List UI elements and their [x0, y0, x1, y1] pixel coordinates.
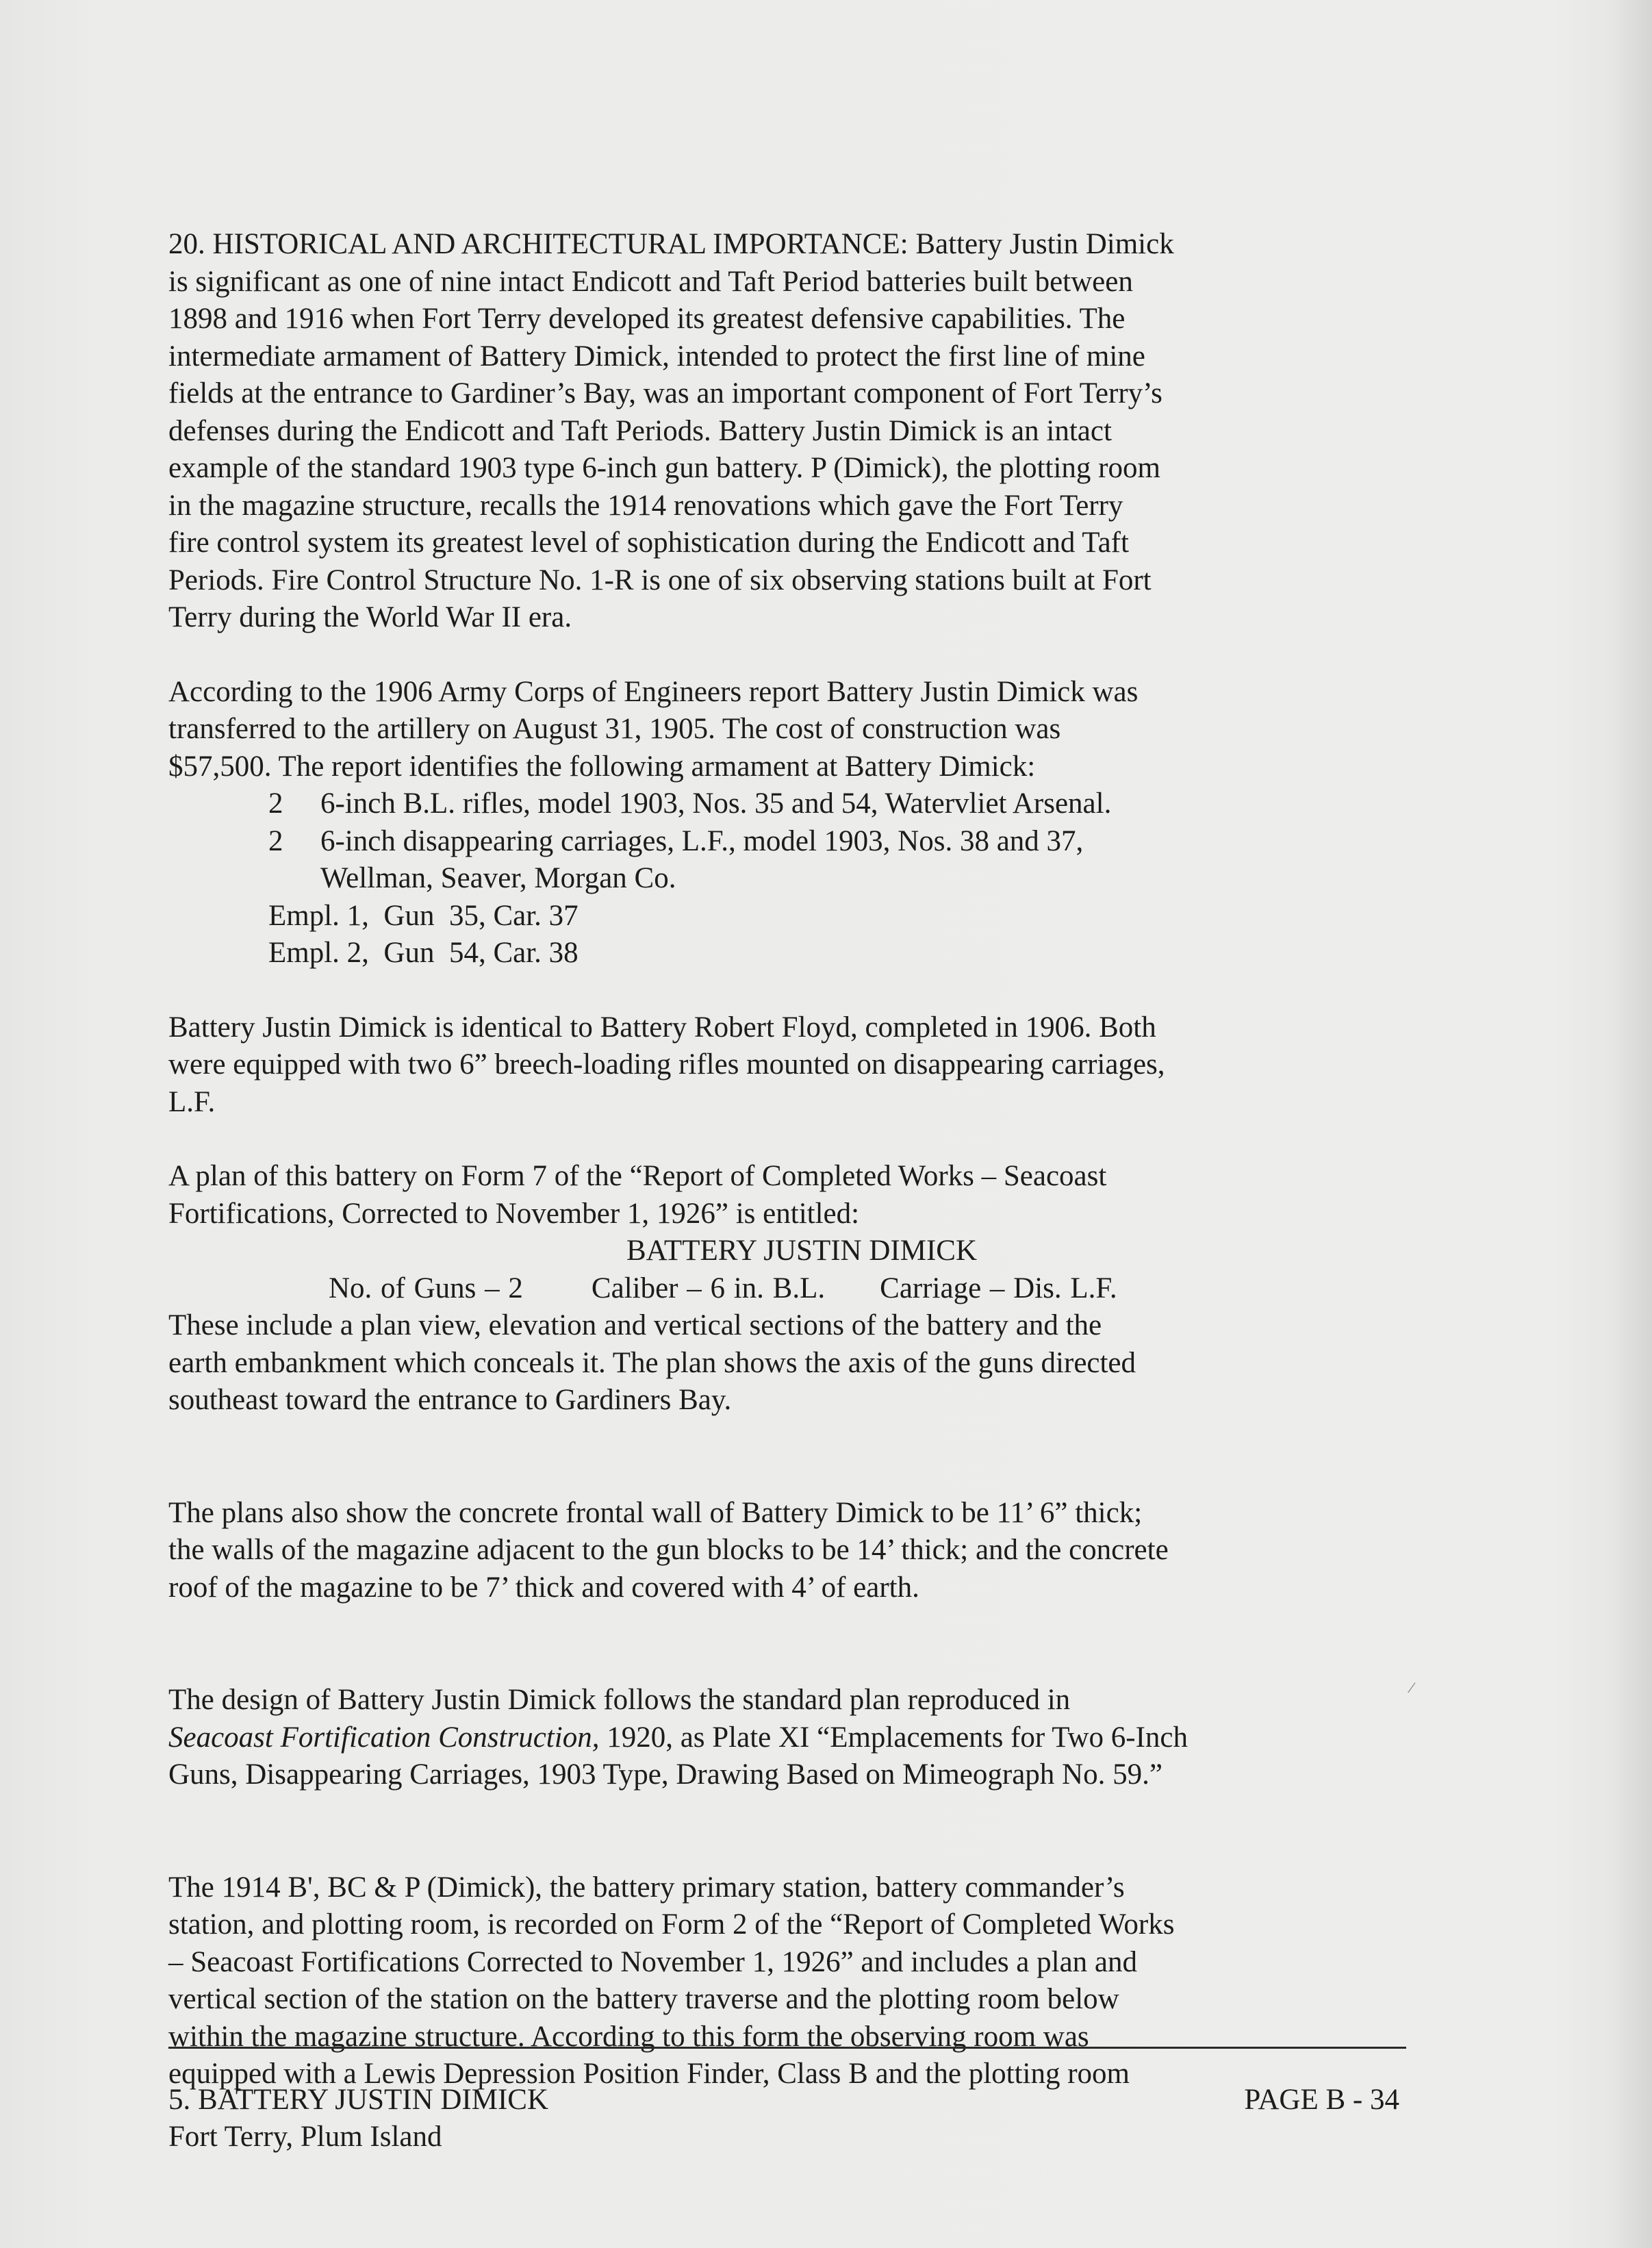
armament-item — [168, 823, 1408, 898]
spec-guns: No. of Guns – 2 — [329, 1272, 523, 1304]
plan-specs — [168, 1270, 1408, 1308]
text-line: roof of the magazine to be 7’ thick and covered with 4’ of earth. — [168, 1571, 919, 1604]
text-line: 6-inch disappearing carriages, L.F., model 1903, Nos. 38 and 37, — [320, 824, 1084, 857]
emplacement-line: Empl. 1, Gun 35, Car. 37 — [268, 899, 579, 932]
paragraph-identical — [168, 1009, 1408, 1122]
text-line: These include a plan view, elevation and vertical sections of the battery and the — [168, 1309, 1102, 1341]
text-line: Periods. Fire Control Structure No. 1-R is one of six observing stations built at Fort — [168, 564, 1152, 596]
body-text — [168, 226, 1408, 2093]
text-line: 6-inch B.L. rifles, model 1903, Nos. 35 and 54, Watervliet Arsenal. — [320, 787, 1112, 820]
text-line: According to the 1906 Army Corps of Engineers report Battery Justin Dimick was — [168, 675, 1139, 708]
text-line: within the magazine structure. According to this form the observing room was — [168, 2020, 1089, 2053]
text-line: A plan of this battery on Form 7 of the “Report of Completed Works – Seacoast — [168, 1160, 1107, 1192]
text-line: is significant as one of nine intact Endicott and Taft Period batteries built between — [168, 265, 1133, 298]
text-line: were equipped with two 6” breech-loading rifles mounted on disappearing carriages, — [168, 1048, 1165, 1081]
text-line — [168, 1719, 1408, 1757]
text-line: fire control system its greatest level of sophistication during the Endicott and Taft — [168, 527, 1129, 559]
text-line: Fortifications, Corrected to November 1, 1926” is entitled: — [168, 1197, 860, 1230]
armament-quantity: 2 — [268, 787, 283, 820]
text-line: transferred to the artillery on August 31, 1905. The cost of construction was — [168, 713, 1061, 745]
section-historical-importance — [168, 226, 1408, 637]
text-line: Wellman, Seaver, Morgan Co. — [320, 862, 676, 894]
text-line: defenses during the Endicott and Taft Periods. Battery Justin Dimick is an intact — [168, 414, 1112, 447]
armament-item — [168, 785, 1408, 823]
text-line: earth embankment which conceals it. The plan shows the axis of the guns directed — [168, 1346, 1136, 1379]
text-line: L.F. — [168, 1085, 216, 1118]
footer-title: 5. BATTERY JUSTIN DIMICK — [168, 2084, 549, 2116]
paragraph-plan — [168, 1158, 1408, 1419]
paragraph-walls — [168, 1495, 1408, 1607]
text-line: vertical section of the station on the battery traverse and the plotting room below — [168, 1983, 1119, 2015]
text-line: in the magazine structure, recalls the 1914 renovations which gave the Fort Terry — [168, 489, 1123, 522]
text-line: Battery Justin Dimick is identical to Battery Robert Floyd, completed in 1906. Both — [168, 1011, 1156, 1044]
footer-location: Fort Terry, Plum Island — [168, 2121, 442, 2153]
text-line: 1898 and 1916 when Fort Terry developed its greatest defensive capabilities. The — [168, 303, 1126, 335]
text-line: the walls of the magazine adjacent to the gun blocks to be 14’ thick; and the concrete — [168, 1534, 1169, 1566]
paragraph-1906-report — [168, 674, 1408, 972]
text-line: The plans also show the concrete frontal wall of Battery Dimick to be 11’ 6” thick; — [168, 1496, 1143, 1529]
page-number: PAGE B - 34 — [1244, 2084, 1399, 2116]
text-line: fields at the entrance to Gardiner’s Bay, was an important component of Fort Terry’s — [168, 377, 1162, 409]
text-line: 20. HISTORICAL AND ARCHITECTURAL IMPORTANCE: Battery Justin Dimick — [168, 228, 1174, 260]
spec-carriage: Carriage – Dis. L.F. — [880, 1272, 1117, 1304]
plan-title: BATTERY JUSTIN DIMICK — [626, 1235, 978, 1267]
text-line: example of the standard 1903 type 6-inch gun battery. P (Dimick), the plotting room — [168, 452, 1160, 484]
text-line: The 1914 B', BC & P (Dimick), the battery primary station, battery commander’s — [168, 1871, 1125, 1904]
text-line: intermediate armament of Battery Dimick, intended to protect the first line of mine — [168, 340, 1145, 372]
paragraph-1914-station — [168, 1869, 1408, 2093]
text-line: The design of Battery Justin Dimick follows the standard plan reproduced in — [168, 1684, 1071, 1716]
footer-divider — [168, 2047, 1406, 2049]
footer-left — [168, 2082, 548, 2156]
text-line: equipped with a Lewis Depression Position Finder, Class B and the plotting room — [168, 2058, 1130, 2090]
text-line: – Seacoast Fortifications Corrected to November 1, 1926” and includes a plan and — [168, 1945, 1138, 1978]
text-line: Terry during the World War II era. — [168, 601, 572, 633]
text-segment: 1920, as Plate XI “Emplacements for Two 6-Inch — [599, 1721, 1188, 1754]
paragraph-design — [168, 1682, 1408, 1794]
emplacement-line: Empl. 2, Gun 54, Car. 38 — [268, 937, 579, 969]
text-line: station, and plotting room, is recorded on Form 2 of the “Report of Completed Works — [168, 1908, 1175, 1941]
text-line: $57,500. The report identifies the following armament at Battery Dimick: — [168, 750, 1036, 783]
armament-description — [320, 785, 1408, 823]
spec-caliber: Caliber – 6 in. B.L. — [591, 1272, 826, 1304]
text-line: southeast toward the entrance to Gardiners Bay. — [168, 1384, 732, 1416]
book-title: Seacoast Fortification Construction, — [168, 1721, 600, 1754]
page-edge-shadow — [1611, 0, 1652, 2248]
armament-description — [320, 823, 1408, 898]
text-line: Guns, Disappearing Carriages, 1903 Type, Drawing Based on Mimeograph No. 59.” — [168, 1758, 1162, 1791]
stray-pen-mark: ⁄ — [1410, 1679, 1413, 1696]
armament-quantity: 2 — [268, 824, 283, 857]
